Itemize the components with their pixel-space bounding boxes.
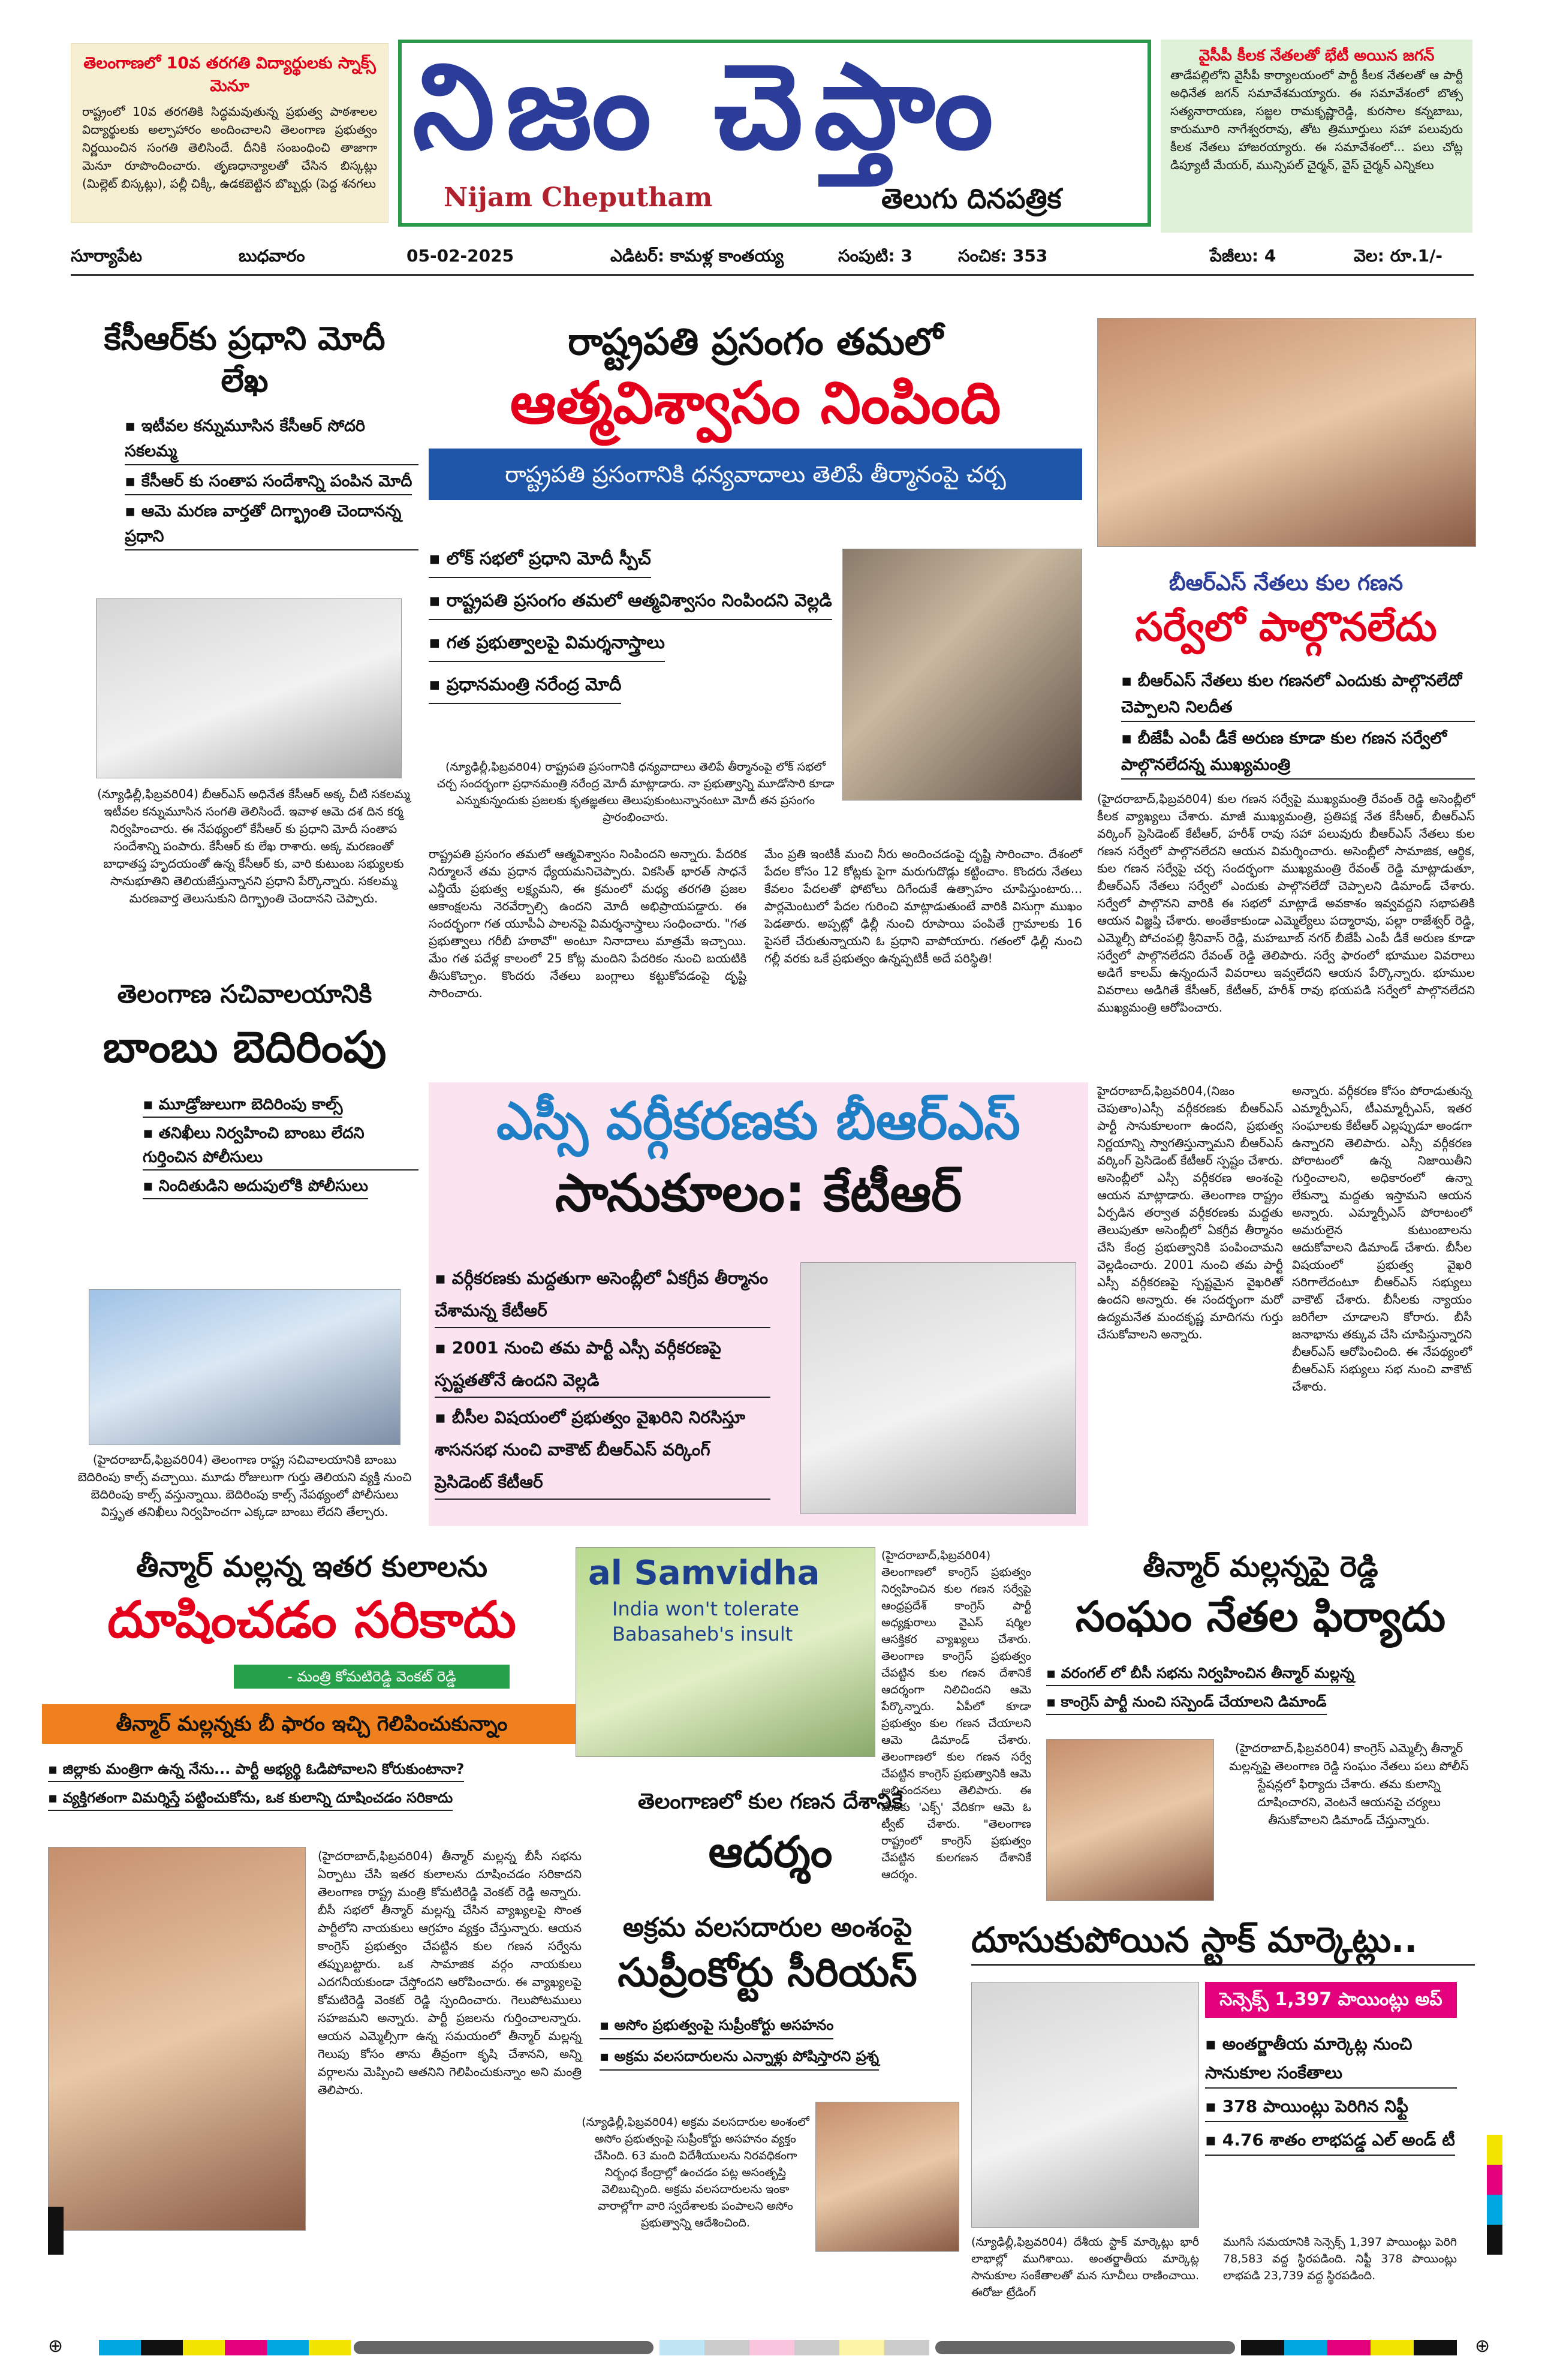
logo-telugu: నిజం చెప్తాం	[412, 39, 1004, 176]
ktr-photo	[800, 1262, 1076, 1514]
lead-column-1: రాష్ట్రపతి ప్రసంగం తమలో ఆత్మవిశ్వాసం నింపిందని అన్నారు. పేదరిక నిర్మూలనే తమ ప్రధాన ధ్యేయమనిచెప్పారు. వికసిత్ భారత్ సాధనే ఎన్డీయే ప్రభుత్వ లక్ష్యమని, ఈ క్రమంలో మధ్య తరగతి ప్రజల ఆకాంక్షలను నెరవేర్చాల్సి ఉందని మోదీ అభిప్రాయపడ్డారు. ఈ సందర్భంగా గత యూపీఏ పాలనపై విమర్శనాస్త్రాలు సంధించారు. "గత ప్రభుత్వాలు గరీబీ హఠావో" అంటూ నినాదాలు మాత్రమే ఇచ్చాయి. మేం గత పదేళ్ల కాలంలో 25 కోట్ల మందిని పేదరికం నుంచి బయటికి తీసుకొచ్చాం. కొందరు నేతలు బంగ్లాలు కట్టుకోవడంపై దృష్టి సారించారు.	[429, 847, 746, 1000]
survey-bullet: ▪ బీఆర్ఎస్ నేతలు కుల గణనలో ఎందుకు పాల్గొనలేదో చెప్పాలని నిలదీత	[1121, 668, 1475, 722]
mallanna-strap: తీన్మార్ మల్లన్నకు బీ ఫారం ఇచ్చి గెలిపించుకున్నాం	[42, 1704, 582, 1744]
supreme-bullet: ▪ అసోం ప్రభుత్వంపై సుప్రీంకోర్టు అసహనం	[600, 2012, 833, 2039]
bomb-bullet: ▪ మూడ్రోజులుగా బెదిరింపు కాల్స్	[143, 1093, 342, 1118]
left-box-title: తెలంగాణలో 10వ తరగతి విద్యార్థులకు స్నాక్స్ మెనూ	[83, 54, 376, 95]
info-pages: పేజీలు: 4	[1210, 246, 1276, 266]
banner-text-1: al Samvidha	[588, 1554, 820, 1593]
ktr-bullets	[435, 1262, 770, 1503]
lead-intro: (న్యూఢిల్లీ,ఫిబ్రవరి04) రాష్ట్రపతి ప్రసంగానికి ధన్యవాదాలు తెలిపే తీర్మానంపై లోక్ సభలో చర్చ సందర్భంగా ప్రధానమంత్రి నరేంద్ర మోదీ మాట్లాడారు. నా ప్రభుత్వాన్ని మూడోసారి కూడా ఎన్నుకున్నందుకు ప్రజలకు కృతజ్ఞతలు తెలుపుకుంటున్నానంటూ మోదీ తన ప్రసంగం ప్రారంభించారు.	[436, 760, 835, 824]
lead-column-2: మేం ప్రతి ఇంటికీ మంచి నీరు అందించడంపై దృష్టి సారించాం. దేశంలో పేదల కోసం 12 కోట్లకు పైగా మరుగుదొడ్లు కట్టించాం. కొందరు నేతలు కేవలం పేదలతో ఫోటోలు దిగేందుకే ఉత్సాహం చూపిస్తుంటారు... పార్లమెంటులో పేదల గురించి మాట్లాడుతుంటే వారికి విసుగ్గా ముఖం పెడతారు. అప్పట్లో ఢిల్లీ నుంచి రూపాయి పంపితే గ్రామాలకు 16 పైసలే చేరుతున్నాయని ఓ ప్రధాని వాపోయారు. గతంలో ఢిల్లీ నుంచి గల్లీ వరకు ఒకే ప్రభుత్వం ఉన్నప్పటికీ అదే పరిస్థితి!	[764, 847, 1082, 965]
registration-mark-right: ⊕	[1475, 2336, 1490, 2357]
bomb-bullets	[71, 1093, 418, 1203]
survey-kicker: బీఆర్ఎస్ నేతలు కుల గణన	[1168, 571, 1404, 595]
side-black-mark	[48, 2207, 64, 2255]
complaint-bullets	[1046, 1661, 1475, 1719]
survey-bullet: ▪ బీజేపీ ఎంపీ డీకే అరుణ కూడా కుల గణన సర్వేలో పాల్గొనలేదన్న ముఖ్యమంత్రి	[1121, 726, 1475, 780]
stocks-strap: సెన్సెక్స్ 1,397 పాయింట్లు అప్	[1205, 1982, 1457, 2018]
lead-strap: రాష్ట్రపతి ప్రసంగానికి ధన్యవాదాలు తెలిపే తీర్మానంపై చర్చ	[429, 449, 1082, 500]
gray-bar-left	[354, 2341, 653, 2354]
supreme-bullets	[576, 2012, 959, 2074]
supreme-headline: సుప్రీంకోర్టు సీరియస్	[618, 1949, 917, 1996]
mallanna-photo	[1046, 1739, 1214, 1901]
mallanna-headline: దూషించడం సరికాదు	[107, 1590, 516, 1649]
kcr-bullets	[71, 414, 418, 554]
mallanna-body: (హైదరాబాద్,ఫిబ్రవరి04) తీన్మార్ మల్లన్న బీసీ సభను ఏర్పాటు చేసి ఇతర కులాలను దూషించడం సరికాదని తెలంగాణ రాష్ట్ర మంత్రి కోమటిరెడ్డి వెంకట్ రెడ్డి అన్నారు. బీసీ సభలో తీన్మార్ మల్లన్న చేసిన వ్యాఖ్యలపై సొంత పార్టీలోని నాయకులు ఆగ్రహం వ్యక్తం చేస్తున్నారు. ఆయన కాంగ్రెస్ ప్రభుత్వం చేపట్టిన కుల గణన సర్వేను తప్పుబట్టారు. ఒక సామాజిక వర్గం నాయకులు ఎదగనీయకుండా చేస్తోందని ఆరోపించారు. ఈ వ్యాఖ్యలపై కోమటిరెడ్డి వెంకట్ రెడ్డి స్పందించారు. గెలుపోటములు సహజమని అన్నారు. పార్టీ ప్రజలను గుర్తించాలన్నారు. ఆయన ఎమ్మెల్సీగా ఉన్న సమయంలో తీన్మార్ మల్లన్న గెలుపు కోసం తాను తీవ్రంగా కృషి చేశానని, అన్ని వర్గాలను మెప్పించి ఆతనిని గెలిపించుకున్నాం అని మంత్రి తెలిపారు.	[318, 1849, 582, 2097]
mallanna-bullet: ▪ వ్యక్తిగతంగా విమర్శిస్తే పట్టించుకోను, ఒక కులాన్ని దూషించడం సరికాదు	[48, 1786, 453, 1811]
info-price: వెల: రూ.1/-	[1354, 246, 1442, 266]
registration-bar	[0, 2333, 1551, 2363]
secretariat-photo	[89, 1289, 400, 1445]
stocks-bullet: ▪ అంతర్జాతీయ మార్కెట్ల నుంచి సానుకూల సంకేతాలు	[1205, 2030, 1457, 2089]
lead-bullets	[429, 540, 836, 708]
lead-story	[429, 318, 1082, 1031]
right-news-box	[1161, 40, 1472, 233]
complaint-story	[1046, 1547, 1475, 1901]
sharmila-kicker: తెలంగాణలో కుల గణన దేశానికే	[637, 1789, 904, 1814]
mallanna-kicker: తీన్మార్ మల్లన్న ఇతర కులాలను	[135, 1550, 488, 1584]
ktr-bullet: ▪ 2001 నుంచి తమ పార్టీ ఎస్సీ వర్గీకరణపై స్పష్టతతోనే ఉందని వెల్లడి	[435, 1332, 770, 1398]
stocks-bullet: ▪ 378 పాయింట్లు పెరిగిన నిఫ్టీ	[1205, 2092, 1408, 2122]
right-box-title: వైసీపీ కీలక నేతలతో భేటీ అయిన జగన్	[1198, 47, 1435, 65]
lead-bullet: ▪ ప్రధానమంత్రి నరేంద్ర మోదీ	[429, 666, 621, 704]
banner-text-2: India won't tolerate Babasaheb's insult	[612, 1597, 799, 1645]
right-box-text: తాడేపల్లిలోని వైసీపీ కార్యాలయంలో పార్టీ కీలక నేతలతో ఆ పార్టీ అధినేత జగన్ సమావేశమయ్యారు. ఈ సమావేశంలో బొత్స సత్యనారాయణ, సజ్జల రామకృష్ణారెడ్డి, కురసాల కన్నబాబు, కారుమూరి నాగేశ్వరరావు, తోట త్రిమూర్తులు సహా పలువురు కీలక నేతలు హాజరయ్యారు. ఈ సమావేశంలో... పలు చోట్ల డిప్యూటీ మేయర్, మున్సిపల్ చైర్మన్, వైస్ చైర్మన్ ఎన్నికలు	[1170, 68, 1463, 172]
supreme-bullet: ▪ అక్రమ వలసదారులను ఎన్నాళ్లు పోషిస్తారని ప్రశ్న	[600, 2043, 879, 2071]
supreme-body: (న్యూఢిల్లీ,ఫిబ్రవరి04) అక్రమ వలసదారుల అంశంలో అసోం ప్రభుత్వంపై సుప్రీంకోర్టు అసహనం వ్యక్తం చేసింది. 63 మంది విదేశీయులను నిరవధికంగా నిర్బంధ కేంద్రాల్లో ఉంచడం పట్ల అసంతృప్తి వెలిబుచ్చింది. అక్రమ వలసదారులను ఇంకా వారాల్లోగా వారి స్వదేశాలకు పంపాలని అసోం ప్రభుత్వాన్ని ఆదేశించింది.	[582, 2116, 809, 2229]
left-news-box	[71, 43, 388, 223]
complaint-bullet: ▪ వరంగల్ లో బీసీ సభను నిర్వహించిన తీన్మార్ మల్లన్న	[1046, 1661, 1354, 1686]
sharmila-body: (హైదరాబాద్,ఫిబ్రవరి04) తెలంగాణలో కాంగ్రెస్ ప్రభుత్వం నిర్వహించిన కుల గణన సర్వేపై ఆంధ్రప్రదేశ్ కాంగ్రెస్ పార్టీ అధ్యక్షురాలు వైఎస్ షర్మిల ఆసక్తికర వ్యాఖ్యలు చేశారు. తెలంగాణ కాంగ్రెస్ ప్రభుత్వం చేపట్టిన కుల గణన దేశానికే ఆదర్శంగా నిలిచిందని ఆమె పేర్కొన్నారు. ఏపీలో కూడా ప్రభుత్వం కుల గణన చేయాలని ఆమె డిమాండ్ చేశారు. తెలంగాణలో కుల గణన సర్వే చేపట్టిన కాంగ్రెస్ ప్రభుత్వానికి ఆమె అభినందనలు తెలిపారు. ఈ మేరకు 'ఎక్స్' వేదికగా ఆమె ఓ ట్వీట్ చేశారు. "తెలంగాణ రాష్ట్రంలో కాంగ్రెస్ ప్రభుత్వం చేపట్టిన కులగణన దేశానికే ఆదర్శం.	[881, 1549, 1031, 1881]
bomb-threat-story	[71, 977, 418, 1547]
masthead-logo	[398, 40, 1151, 227]
stocks-bullet: ▪ 4.76 శాతం లాభపడ్డ ఎల్ అండ్ టీ	[1205, 2126, 1455, 2156]
lead-headline: ఆత్మవిశ్వాసం నింపింది	[510, 369, 1001, 437]
mallanna-bullets	[42, 1757, 582, 1815]
gray-bar-right	[935, 2341, 1235, 2354]
modi-photo	[842, 549, 1082, 801]
color-swatch-row-left	[99, 2340, 351, 2355]
ktr-column-2: అన్నారు. వర్గీకరణ కోసం పోరాడుతున్న ఎమ్మార్పీఎస్, టీఎమ్మార్పీఎస్, ఇతర సంఘాలకు కేటీఆర్ ఎల్లప్పుడూ అండగా ఉన్నారని తెలిపారు. ఎస్సీ వర్గీకరణ పోరాటంలో ఉన్న నిజాయితీని గుర్తించాలని, అధికారంలో ఉన్నా లేకున్నా మద్దతు ఇస్తామని ఆయన అన్నారు. ఎమ్మార్పీఎస్ పోరాటంలో అమరులైన కుటుంబాలను ఆదుకోవాలని డిమాండ్ చేశారు. బీసీల విషయంలో ప్రభుత్వ వైఖరి సరిగాలేదంటూ బీఆర్ఎస్ సభ్యులు వాకౌట్ చేశారు. బీసీలకు న్యాయం జరిగేలా చూడాలని కోరారు. బీసీ జనాభాను తక్కువ చేసి చూపిస్తున్నారని బీఆర్ఎస్ ఆరోపించింది. ఈ నేపథ్యంలో బీఆర్ఎస్ సభ్యులు సభ నుంచి వాకౌట్ చేశారు.	[1292, 1084, 1472, 1394]
ktr-kicker: ఎస్సీ వర్గీకరణకు బీఆర్ఎస్	[496, 1091, 1020, 1151]
ktr-story	[429, 1082, 1475, 1526]
bull-photo	[971, 1982, 1199, 2228]
ktr-bullet: ▪ బీసీల విషయంలో ప్రభుత్వం వైఖరిని నిరసిస్తూ శాసనసభ నుంచి వాకౌట్ బీఆర్ఎస్ వర్కింగ్ ప్రెసిడెంట్ కేటీఆర్	[435, 1401, 770, 1500]
mallanna-byline: - మంత్రి కోమటిరెడ్డి వెంకట్ రెడ్డి	[234, 1665, 510, 1689]
info-issue: సంచిక: 353	[958, 246, 1048, 266]
komatireddy-photo	[48, 1847, 306, 2231]
kcr-body: (న్యూఢిల్లీ,ఫిబ్రవరి04) బీఆర్ఎస్ అధినేత కేసీఆర్ అక్క చీటి సకలమ్మ ఇటీవల కన్నుమూసిన సంగతి తెలిసిందే. ఇవాళ ఆమె దశ దిన కర్మ నిర్వహించారు. ఈ నేపథ్యంలో కేసీఆర్ కు ప్రధాని మోదీ సంతాప సందేశాన్ని పంపారు. కేసీఆర్ కు లేఖ రాశారు. అక్క మరణంతో బాధాతప్త హృదయంతో ఉన్న కేసీఆర్ కు, వారి కుటుంబ సభ్యులకు సానుభూతిని తెలియజేస్తున్నానని ప్రధాని పేర్కొన్నారు. సకలమ్మ మరణవార్త తెలుసుకుని దిగ్భ్రాంతి చెందానని చెప్పారు.	[97, 787, 410, 905]
revanth-photo	[1097, 318, 1476, 547]
bomb-body: (హైదరాబాద్,ఫిబ్రవరి04) తెలంగాణ రాష్ట్ర సచివాలయానికి బాంబు బెదిరింపు కాల్స్ వచ్చాయి. మూడు రోజులుగా గుర్తు తెలియని వ్యక్తి నుంచి బెదిరింపు కాల్స్ వస్తున్నాయి. బెదిరింపు కాల్స్ నేపథ్యంలో పోలీసులు విస్తృత తనిఖీలు నిర్వహించగా ఎక్కడా బాంబు లేదని తేల్చారు.	[77, 1452, 412, 1519]
kcr-bullet: ▪ ఆమె మరణ వార్తతో దిగ్భ్రాంతి చెందానన్న ప్రధాని	[125, 499, 418, 550]
bomb-headline: బాంబు బెదిరింపు	[103, 1022, 387, 1072]
kcr-headline: కేసీఆర్‌కు ప్రధాని మోదీ లేఖ	[104, 320, 386, 399]
survey-body: (హైదరాబాద్,ఫిబ్రవరి04) కుల గణన సర్వేపై ముఖ్యమంత్రి రేవంత్ రెడ్డి అసెంబ్లీలో కీలక వ్యాఖ్యలు చేశారు. మాజీ ముఖ్యమంత్రి, ప్రతిపక్ష నేత కేసీఆర్, బీఆర్ఎస్ వర్కింగ్ ప్రెసిడెంట్ కేటీఆర్, హరీశ్ రావు సహా పలువురు బీఆర్ఎస్ నేతలు కుల గణన సర్వేలో పాల్గొనలేదని ఆయన విమర్శించారు. అసెంబ్లీలో సామాజిక, ఆర్థిక, కుల గణన సర్వేపై చర్చ సందర్భంగా ముఖ్యమంత్రి రేవంత్ రెడ్డి మాట్లాడుతూ, బీఆర్ఎస్ నేతలు సర్వేలో ఎందుకు పాల్గొనలేదో చెప్పాలని డిమాండ్ చేశారు. సర్వేలో పాల్గొనని వారికి ఈ సభలో మాట్లాడే అవకాశం ఇవ్వవద్దని సభాపతికి ఆయన విజ్ఞప్తి చేశారు. అంతేకాకుండా ఎమ్మెల్యేలు పద్మారావు, పల్లా రాజేశ్వర్ రెడ్డి, ఎమ్మెల్సీ పోచంపల్లి శ్రీనివాస్ రెడ్డి, మహబూబ్ నగర్ బీజేపీ ఎంపీ డీకే అరుణ కూడా సర్వేలో పాల్గొనలేదని రేవంత్ రెడ్డి తెలిపారు. సర్వే ఫారంలో భూముల వివరాలు అడిగే కాలమ్ ఉన్నందునే వివరాలు ఇవ్వలేదని ఆయన పేర్కొన్నారు. భూముల వివరాలు అడిగితే కేసీఆర్, కేటీఆర్, హరీశ్ రావు భయపడి సర్వేలో పాల్గొనలేదని ముఖ్యమంత్రి ఆరోపించారు.	[1097, 792, 1475, 1015]
logo-tagline: తెలుగు దినపత్రిక	[881, 182, 1062, 215]
mallanna-story	[42, 1547, 582, 2291]
info-volume: సంపుటి: 3	[838, 246, 912, 266]
info-bar	[71, 246, 1474, 276]
ktr-column-1: హైదరాబాద్,ఫిబ్రవరి04,(నిజం చెపుతాం)ఎస్సీ వర్గీకరణకు బీఆర్ఎస్ పార్టీ సానుకూలంగా ఉందని, ప్రభుత్వ నిర్ణయాన్ని స్వాగతిస్తున్నామని బీఆర్ఎస్ వర్కింగ్ ప్రెసిడెంట్ కేటీఆర్ స్పష్టం చేశారు. అసెంబ్లీలో ఎస్సీ వర్గీకరణ అంశంపై ఆయన మాట్లాడారు. తెలంగాణ రాష్ట్రం ఏర్పడిన తర్వాత వర్గీకరణకు మద్దతు తెలుపుతూ అసెంబ్లీలో ఏకగ్రీవ తీర్మానం చేసి కేంద్ర ప్రభుత్వానికి పంపించామని వెల్లడించారు. 2001 నుంచి తమ పార్టీ ఎస్సీ వర్గీకరణపై స్పష్టమైన వైఖరితో ఉందని అన్నారు. ఈ సందర్భంగా మరో ఉద్యమనేత మందకృష్ణ మాదిగను గుర్తు చేసుకోవాలని అన్నారు.	[1097, 1084, 1283, 1341]
supreme-court-story	[576, 1910, 959, 2294]
lead-kicker: రాష్ట్రపతి ప్రసంగం తమలో	[568, 320, 943, 363]
color-swatch-row-right	[1241, 2340, 1457, 2355]
color-swatch-row-mid	[659, 2340, 929, 2355]
sharmila-photo	[576, 1547, 875, 1757]
stocks-headline: దూసుకుపోయిన స్టాక్ మార్కెట్లు..	[971, 1916, 1475, 1966]
info-place: సూర్యాపేట	[71, 246, 142, 266]
complaint-body: (హైదరాబాద్,ఫిబ్రవరి04) కాంగ్రెస్ ఎమ్మెల్సీ తీన్మార్ మల్లన్నపై తెలంగాణ రెడ్డి సంఘం నేతలు పలు పోలీస్ స్టేషన్లలో ఫిర్యాదు చేశారు. తమ కులాన్ని దూషించారని, వెంటనే ఆయనపై చర్యలు తీసుకోవాలని డిమాండ్ చేస్తున్నారు.	[1229, 1741, 1469, 1827]
sharmila-story	[576, 1547, 1031, 1883]
bomb-kicker: తెలంగాణ సచివాలయానికి	[117, 979, 372, 1009]
stocks-bullets	[1205, 2030, 1457, 2159]
bomb-bullet: ▪ తనిఖీలు నిర్వహించి బాంబు లేదని గుర్తించిన పోలీసులు	[143, 1121, 418, 1171]
kcr-bullet: ▪ ఇటీవల కన్నుమూసిన కేసీఆర్ సోదరి సకలమ్మ	[125, 414, 418, 465]
lead-bullet: ▪ రాష్ట్రపతి ప్రసంగం తమలో ఆత్మవిశ్వాసం నింపిందని వెల్లడి	[429, 582, 832, 620]
complaint-kicker: తీన్మార్ మల్లన్నపై రెడ్డి	[1143, 1550, 1378, 1584]
complaint-bullet: ▪ కాంగ్రెస్ పార్టీ నుంచి సస్పెండ్ చేయాలని డిమాండ్	[1046, 1690, 1327, 1715]
ktr-headline: సానుకూలం: కేటీఆర్	[555, 1163, 962, 1223]
info-date: 05-02-2025	[406, 246, 514, 266]
complaint-headline: సంఘం నేతల ఫిర్యాదు	[1075, 1592, 1446, 1641]
mallanna-bullet: ▪ జిల్లాకు మంత్రిగా ఉన్న నేను... పార్టీ అభ్యర్థి ఓడిపోవాలని కోరుకుంటానా?	[48, 1757, 464, 1782]
info-editor: ఎడిటర్: కామళ్ల కాంతయ్య	[610, 246, 784, 266]
bomb-bullet: ▪ నిందితుడిని అదుపులోకి పోలీసులు	[143, 1174, 368, 1199]
sharmila-headline: ఆదర్శం	[708, 1827, 833, 1877]
stocks-column-1: (న్యూఢిల్లీ,ఫిబ్రవరి04) దేశీయ స్టాక్ మార్కెట్లు భారీ లాభాల్లో ముగిశాయి. అంతర్జాతీయ మార్కెట్ల సానుకూల సంకేతాలతో మన సూచీలు రాణించాయి. ఈరోజు ట్రేడింగ్	[971, 2235, 1199, 2299]
lead-bullet: ▪ లోక్ సభలో ప్రధాని మోదీ స్పీచ్	[429, 540, 651, 578]
lead-bullet: ▪ గత ప్రభుత్వాలపై విమర్శనాస్త్రాలు	[429, 624, 665, 662]
side-color-strip	[1487, 2135, 1502, 2255]
supreme-court-photo	[815, 2102, 959, 2252]
ktr-bullet: ▪ వర్గీకరణకు మద్దతుగా అసెంబ్లీలో ఏకగ్రీవ తీర్మానం చేశామన్న కేటీఆర్	[435, 1262, 770, 1328]
kcr-letter-story	[71, 318, 418, 953]
survey-headline: సర్వేలో పాల్గొనలేదు	[1135, 604, 1437, 650]
stocks-column-2: ముగిసే సమయానికి సెన్సెక్స్ 1,397 పాయింట్లు పెరిగి 78,583 వద్ద స్థిరపడింది. నిఫ్టీ 378 పాయింట్లు లాభపడి 23,739 వద్ద స్థిరపడింది.	[1223, 2235, 1457, 2282]
kcr-bullet: ▪ కేసీఆర్ కు సంతాప సందేశాన్ని పంపిన మోదీ	[125, 469, 412, 495]
caste-survey-story	[1097, 318, 1475, 1073]
logo-english: Nijam Cheputham	[444, 182, 713, 213]
supreme-kicker: అక్రమ వలసదారుల అంశంపై	[622, 1912, 912, 1943]
left-box-text: రాష్ట్రంలో 10వ తరగతికి సిద్ధమవుతున్న ప్రభుత్వ పాఠశాలల విద్యార్థులకు అల్పాహారం అందించాలని తెలంగాణ ప్రభుత్వం నిర్ణయించిన సంగతి తెలిసిందే. దీనికి సంబంధించి తాజాగా మెనూ రూపొందించారు. తృణధాన్యాలతో చేసిన బిస్కట్లు (మిల్లెట్ బిస్కట్లు), పల్లీ చిక్కీ, ఉడకబెట్టిన బొబ్బర్లు (పెద్ద శనగలు	[82, 104, 377, 191]
modi-kcr-photo	[96, 598, 402, 778]
survey-bullets	[1097, 668, 1475, 783]
info-day: బుధవారం	[239, 246, 305, 266]
registration-mark-left: ⊕	[48, 2336, 64, 2357]
stock-market-story	[971, 1916, 1475, 2300]
